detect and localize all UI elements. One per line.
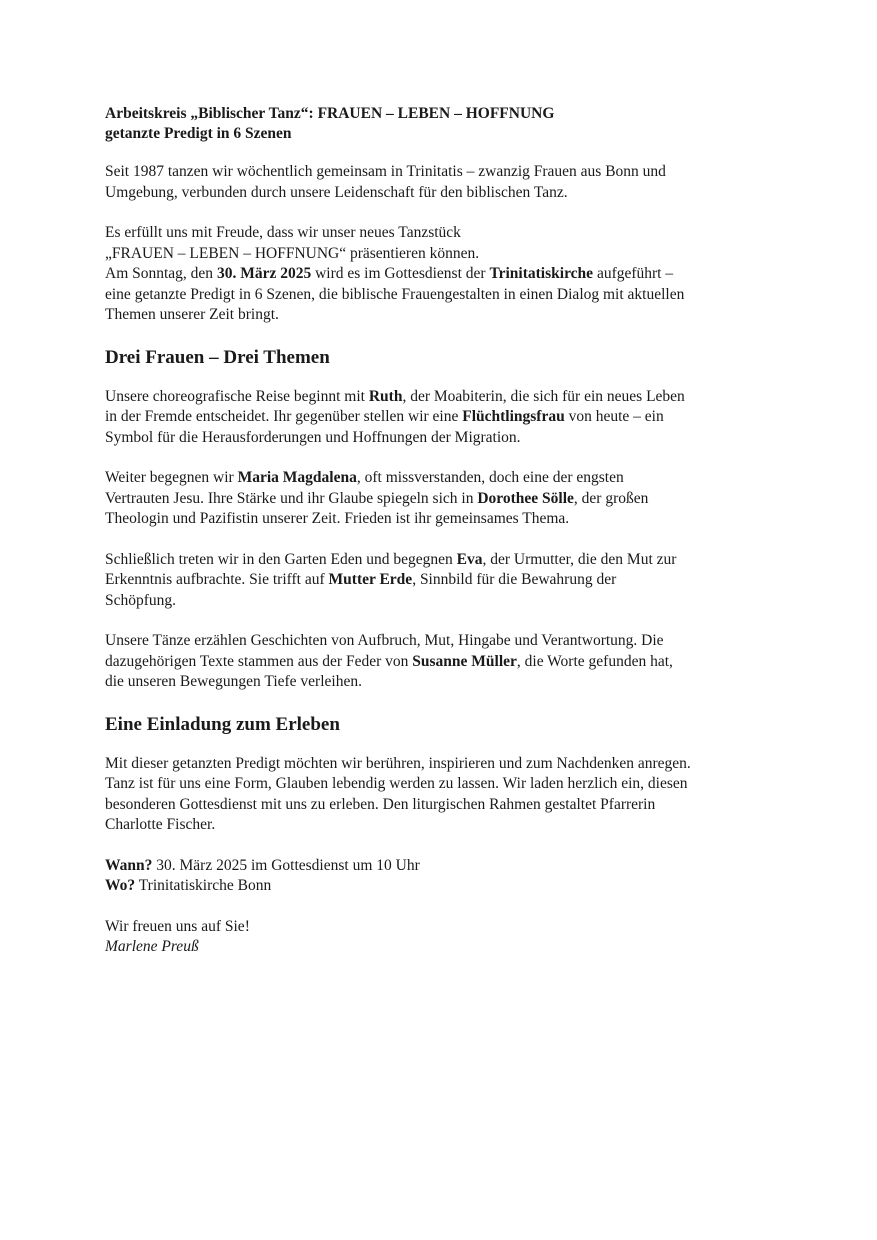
- section-heading-drei-frauen: Drei Frauen – Drei Themen: [105, 346, 330, 368]
- intro-p1-line-2: Umgebung, verbunden durch unsere Leidenschaft für den biblischen Tanz.: [105, 183, 568, 201]
- texts-line-1: Unsere Tänze erzählen Geschichten von Aufbruch, Mut, Hingabe und Verantwortung. Die: [105, 632, 664, 649]
- texts-line-2: [105, 652, 787, 673]
- paragraph-ruth: [105, 387, 787, 449]
- maria-line-3: Theologin und Pazifistin unserer Zeit. Frieden ist ihr gemeinsames Thema.: [105, 510, 570, 527]
- name-dorothee-soelle: Dorothee Sölle: [477, 489, 574, 507]
- text-span: , die Worte gefunden hat,: [516, 652, 673, 670]
- text-span: dazugehörigen Texte stammen aus der Feder von: [105, 652, 413, 670]
- eva-line-1: [105, 550, 787, 571]
- when-value: 30. März 2025 im Gottesdienst um 10 Uhr: [152, 856, 420, 874]
- paragraph-texts: [105, 631, 787, 693]
- name-susanne-mueller: Susanne Müller: [412, 652, 517, 670]
- name-ruth: Ruth: [368, 387, 403, 405]
- name-mutter-erde: Mutter Erde: [328, 571, 413, 588]
- maria-line-2: [105, 489, 787, 510]
- closing-line: Wir freuen uns auf Sie!: [105, 917, 250, 935]
- document-title: [105, 104, 787, 144]
- where-line: [105, 876, 787, 897]
- where-value: Trinitatiskirche Bonn: [135, 877, 272, 894]
- einladung-line-3: besonderen Gottesdienst mit uns zu erleben. Den liturgischen Rahmen gestaltet Pfarrerin: [105, 795, 656, 813]
- eva-line-2: [105, 570, 787, 591]
- intro-paragraph-2: [105, 223, 787, 326]
- section-heading-einladung: Eine Einladung zum Erleben: [105, 713, 340, 735]
- paragraph-eva: [105, 550, 787, 612]
- paragraph-maria: [105, 468, 787, 530]
- einladung-line-1: Mit dieser getanzten Predigt möchten wir berühren, inspirieren und zum Nachdenken anregen.: [105, 754, 691, 772]
- text-span: wird es im Gottesdienst der: [311, 265, 490, 282]
- texts-line-3: die unseren Bewegungen Tiefe verleihen.: [105, 673, 362, 690]
- title-line-1: Arbeitskreis „Biblischer Tanz“: FRAUEN – LEBEN – HOFFNUNG: [105, 105, 555, 122]
- text-span: Am Sonntag, den: [105, 265, 217, 282]
- paragraph-einladung: [105, 754, 787, 836]
- event-details: [105, 856, 787, 897]
- intro-p2-line-3: [105, 264, 787, 285]
- church-name: Trinitatiskirche: [489, 265, 594, 282]
- text-span: Weiter begegnen wir: [105, 469, 238, 486]
- intro-p2-line-5: Themen unserer Zeit bringt.: [105, 306, 279, 323]
- when-line: [105, 856, 787, 877]
- text-span: Unsere choreografische Reise beginnt mit: [105, 387, 369, 405]
- einladung-line-4: Charlotte Fischer.: [105, 816, 216, 833]
- where-label: Wo?: [105, 877, 136, 894]
- einladung-line-2: Tanz ist für uns eine Form, Glauben lebendig werden zu lassen. Wir laden herzlich ein, diesen: [105, 775, 688, 792]
- eva-line-3: Schöpfung.: [105, 591, 177, 609]
- text-span: Schließlich treten wir in den Garten Eden und begegnen: [105, 550, 457, 568]
- text-span: aufgeführt –: [593, 265, 674, 282]
- text-span: in der Fremde entscheidet. Ihr gegenüber stellen wir eine: [105, 408, 463, 425]
- ruth-line-2: [105, 407, 787, 428]
- text-span: Vertrauten Jesu. Ihre Stärke und ihr Glaube spiegeln sich in: [105, 489, 478, 507]
- signature: Marlene Preuß: [105, 938, 199, 955]
- maria-line-1: [105, 468, 787, 489]
- ruth-line-3: Symbol für die Herausforderungen und Hoffnungen der Migration.: [105, 428, 521, 446]
- intro-p2-line-2: „FRAUEN – LEBEN – HOFFNUNG“ präsentieren können.: [105, 244, 480, 262]
- when-label: Wann?: [105, 856, 153, 874]
- text-span: , Sinnbild für die Bewahrung der: [412, 571, 617, 588]
- intro-p2-line-4: eine getanzte Predigt in 6 Szenen, die biblische Frauengestalten in einen Dialog mit aktuellen: [105, 285, 685, 303]
- text-span: Erkenntnis aufbrachte. Sie trifft auf: [105, 571, 329, 588]
- name-maria-magdalena: Maria Magdalena: [237, 469, 357, 486]
- intro-p2-line-1: Es erfüllt uns mit Freude, dass wir unser neues Tanzstück: [105, 224, 461, 241]
- closing-block: [105, 917, 787, 958]
- intro-paragraph-1: [105, 162, 787, 203]
- event-date: 30. März 2025: [216, 265, 312, 282]
- name-eva: Eva: [456, 550, 483, 568]
- text-span: , oft missverstanden, doch eine der engsten: [356, 469, 624, 486]
- text-span: , der Urmutter, die den Mut zur: [482, 550, 677, 568]
- title-line-2: getanzte Predigt in 6 Szenen: [105, 125, 292, 142]
- intro-p1-line-1: Seit 1987 tanzen wir wöchentlich gemeinsam in Trinitatis – zwanzig Frauen aus Bonn und: [105, 163, 666, 180]
- text-span: , der großen: [573, 489, 649, 507]
- text-span: , der Moabiterin, die sich für ein neues Leben: [402, 387, 685, 405]
- text-span: von heute – ein: [564, 408, 664, 425]
- name-fluechtlingsfrau: Flüchtlingsfrau: [462, 408, 565, 425]
- ruth-line-1: [105, 387, 787, 408]
